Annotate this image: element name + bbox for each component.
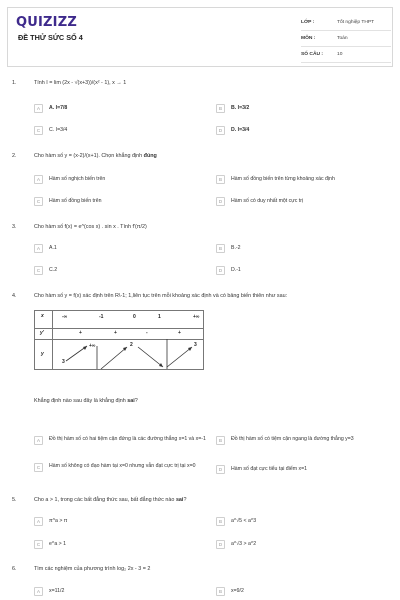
meta-key: SỐ CÂU : xyxy=(301,52,324,57)
variation-table xyxy=(34,310,204,370)
option-b[interactable] xyxy=(216,436,388,454)
option-b[interactable] xyxy=(216,515,256,527)
option-text: π^a > π xyxy=(49,517,68,524)
option-text: a^√5 < a^3 xyxy=(231,517,257,524)
meta-row-count xyxy=(301,47,391,63)
option-text: C. I=3/4 xyxy=(49,126,68,133)
question-text-suffix: ? xyxy=(183,497,187,503)
option-letter: D xyxy=(216,465,225,474)
option-text: Đồ thị hàm số có tiệm cận ngang là đường thẳng y=3 xyxy=(231,436,354,442)
option-c[interactable] xyxy=(34,264,57,276)
option-letter: D xyxy=(216,266,225,275)
option-b[interactable] xyxy=(216,242,241,254)
option-text: D.-1 xyxy=(231,266,241,273)
option-letter: D xyxy=(216,540,225,549)
option-text: Hàm số có duy nhất một cực trị xyxy=(231,197,304,204)
option-b[interactable] xyxy=(216,102,249,114)
option-text: e^a > 1 xyxy=(49,540,67,547)
option-a[interactable] xyxy=(34,585,64,597)
table-y-value: 2 xyxy=(130,342,133,348)
option-text: B. I=3/2 xyxy=(231,104,250,111)
option-letter: C xyxy=(34,463,43,472)
option-letter: A xyxy=(34,244,43,253)
option-c[interactable] xyxy=(34,124,67,136)
meta-value: Tốt nghiệp THPT xyxy=(337,20,375,25)
question-text: Cho hàm số y = f(x) xác định trên R\-1; 1,liên tục trên mỗi khoảng xác định và có bảng biến thiên như sau: xyxy=(34,293,288,299)
table-x-value: -∞ xyxy=(62,314,68,320)
table-x-value: +∞ xyxy=(193,314,200,320)
question-number: 5. xyxy=(12,497,17,503)
question-text-emphasis: sai xyxy=(175,497,184,503)
table-sign: + xyxy=(79,330,82,336)
option-letter: B xyxy=(216,244,225,253)
option-a[interactable] xyxy=(34,173,105,185)
option-c[interactable] xyxy=(34,195,101,207)
option-text: A. I=7/8 xyxy=(49,104,68,111)
question-text-prefix: Cho hàm số y = (x-2)/(x+1). Chọn khẳng định xyxy=(34,153,144,159)
option-letter: A xyxy=(34,436,43,445)
question-text: Tìm các nghiệm của phương trình log₂ 2x - 3 = 2 xyxy=(34,566,151,572)
table-yprime-label: y' xyxy=(40,330,44,336)
page-title: ĐỀ THỬ SỨC SỐ 4 xyxy=(18,33,83,42)
quizizz-logo: QUIZIZZ xyxy=(16,15,77,30)
meta-row-subject xyxy=(301,31,391,47)
meta-value: 10 xyxy=(337,52,343,57)
table-x-value: 0 xyxy=(133,314,136,320)
option-letter: D xyxy=(216,197,225,206)
option-letter: B xyxy=(216,436,225,445)
option-letter: B xyxy=(216,517,225,526)
option-letter: B xyxy=(216,104,225,113)
option-letter: C xyxy=(34,266,43,275)
option-text: D. I=3/4 xyxy=(231,126,250,133)
option-text: B.-2 xyxy=(231,244,241,251)
option-text: Hàm số đồng biến trên từng khoảng xác định xyxy=(231,175,335,182)
question-text xyxy=(34,497,186,503)
table-y-value: 3 xyxy=(194,342,197,348)
option-text: x=9/2 xyxy=(231,587,244,594)
option-letter: A xyxy=(34,517,43,526)
option-a[interactable] xyxy=(34,242,57,254)
option-c[interactable] xyxy=(34,463,206,481)
option-letter: C xyxy=(34,126,43,135)
question-text: Cho hàm số f(x) = e^(cos x) . sin x . Tính f'(π/2) xyxy=(34,224,147,230)
question-text xyxy=(34,153,157,159)
option-letter: A xyxy=(34,175,43,184)
option-b[interactable] xyxy=(216,173,335,185)
option-text: Hàm số không có đạo hàm tại x=0 nhưng vẫn đạt cực trị tại x=0 xyxy=(49,463,196,469)
table-sign: + xyxy=(178,330,181,336)
meta-value: Toán xyxy=(337,36,348,41)
option-text: A.1 xyxy=(49,244,57,251)
worksheet-header xyxy=(7,7,393,67)
option-a[interactable] xyxy=(34,102,67,114)
option-text: Đồ thị hàm số có hai tiệm cận đứng là các đường thẳng x=1 và x=-1 xyxy=(49,436,206,442)
question-number: 2. xyxy=(12,153,17,159)
question-number: 4. xyxy=(12,293,17,299)
table-y-value: 3 xyxy=(62,359,65,365)
table-y-value: +∞ xyxy=(89,343,96,349)
option-a[interactable] xyxy=(34,436,206,454)
question-number: 3. xyxy=(12,224,17,230)
option-d[interactable] xyxy=(216,195,303,207)
option-letter: A xyxy=(34,587,43,596)
table-x-value: 1 xyxy=(158,314,161,320)
question-text: Tính I = lim (2x - √(x+3))/(x² - 1), x → 1 xyxy=(34,80,127,86)
option-letter: A xyxy=(34,104,43,113)
table-x-label: x xyxy=(41,313,44,319)
option-d[interactable] xyxy=(216,463,388,475)
table-sign: + xyxy=(114,330,117,336)
question-text-prefix: Khẳng định nào sau đây là khẳng định xyxy=(34,398,128,404)
option-letter: C xyxy=(34,197,43,206)
meta-key: MÔN : xyxy=(301,36,316,41)
option-a[interactable] xyxy=(34,515,67,527)
table-sign: - xyxy=(146,330,148,336)
variation-arrows xyxy=(35,311,205,371)
option-text: x=11/2 xyxy=(49,587,65,594)
option-text: a^√3 > a^2 xyxy=(231,540,257,547)
option-d[interactable] xyxy=(216,264,241,276)
option-d[interactable] xyxy=(216,124,249,136)
table-x-value: -1 xyxy=(99,314,104,320)
option-c[interactable] xyxy=(34,538,66,550)
meta-key: LỚP : xyxy=(301,20,315,25)
question-text-emphasis: sai xyxy=(127,398,135,404)
question-text xyxy=(34,398,138,404)
option-text: Hàm số nghịch biến trên xyxy=(49,175,106,182)
option-b[interactable] xyxy=(216,585,244,597)
option-letter: C xyxy=(34,540,43,549)
option-text: C.2 xyxy=(49,266,58,273)
question-number: 1. xyxy=(12,80,17,86)
option-letter: D xyxy=(216,126,225,135)
meta-info xyxy=(301,15,391,63)
question-text-prefix: Cho a > 1, trong các bất đẳng thức sau, bất đẳng thức nào xyxy=(34,497,176,503)
option-text: Hàm số đạt cực tiểu tại điểm x=1 xyxy=(231,465,307,472)
option-text: Hàm số đồng biến trên xyxy=(49,197,102,204)
option-letter: B xyxy=(216,587,225,596)
question-number: 6. xyxy=(12,566,17,572)
question-text-emphasis: đúng xyxy=(143,153,157,159)
meta-row-class xyxy=(301,15,391,31)
table-y-label: y xyxy=(41,351,44,357)
option-letter: B xyxy=(216,175,225,184)
option-d[interactable] xyxy=(216,538,256,550)
question-text-suffix: ? xyxy=(134,398,138,404)
